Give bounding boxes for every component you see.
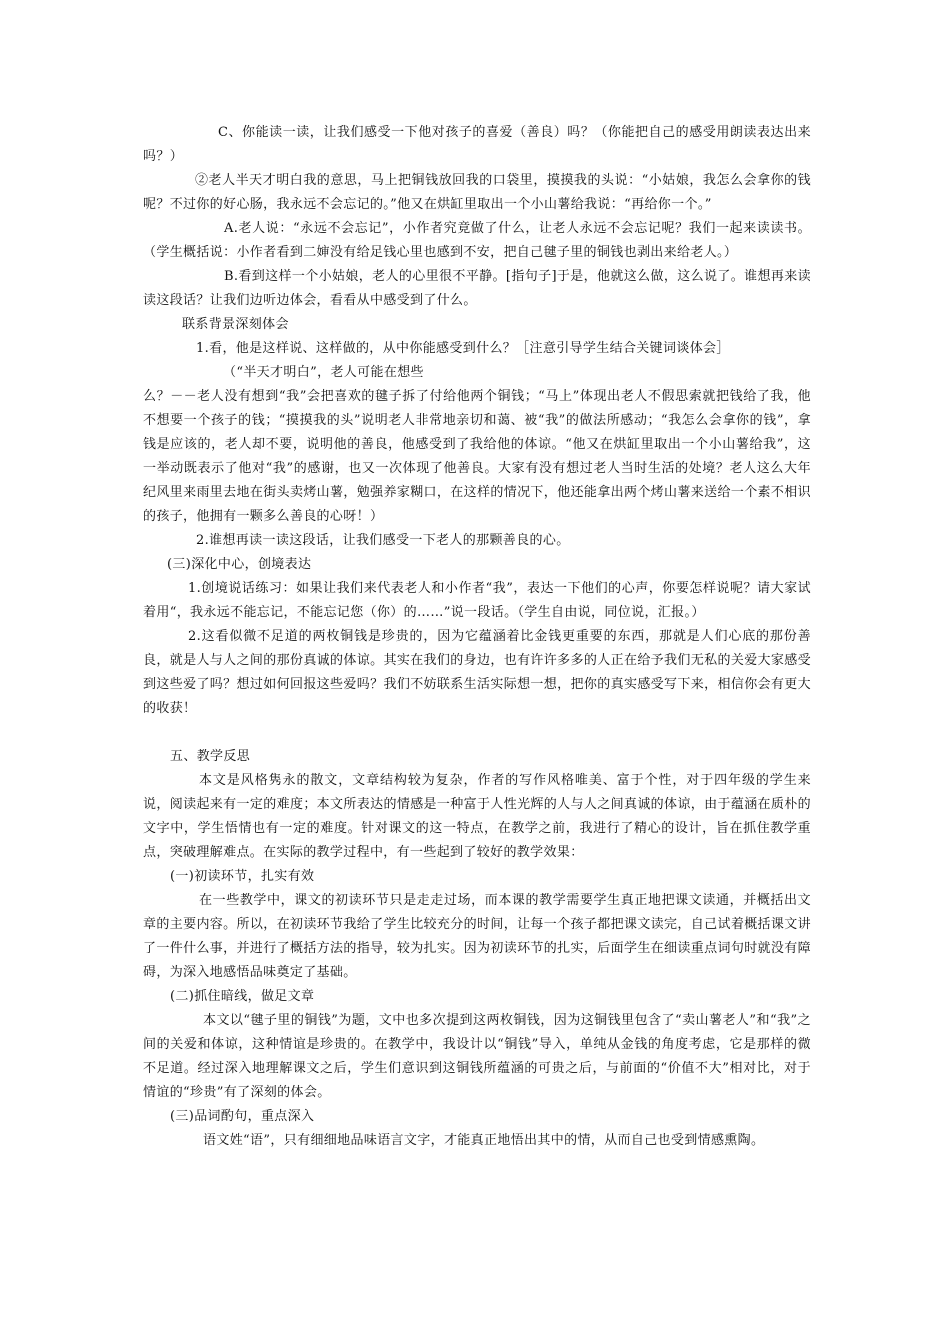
heading-reflection: 五、教学反思 xyxy=(170,749,251,764)
paragraph-thread: 本文以“毽子里的铜钱”为题，文中也多次提到这两枚铜钱，因为这铜钱里包含了“卖山薯老人”和“我”之间的关爱和体谅，这种情谊是珍贵的。在教学中，我设计以“铜钱”导入，单纯从金钱的角度考虑，它是那样的微不足道。经过深入地理解课文之后，学生们意识到这铜钱所蕴涵的可贵之后，与前面的“价值不大”相对比，对于情谊的“珍贵”有了深刻的体会。 xyxy=(143,1013,811,1100)
paragraph-point-a: A.老人说：“永远不会忘记”，小作者究竟做了什么，让老人永远不会忘记呢？我们一起来读读书。（学生概括说：小作者看到二婶没有给足钱心里也感到不安，把自己毽子里的铜钱也剥出来给老人。） xyxy=(143,221,811,260)
section-spacer xyxy=(143,721,811,745)
paragraph-quote-2: ②老人半天才明白我的意思，马上把铜钱放回我的口袋里，摸摸我的头说：“小姑娘，我怎么会拿你的钱呢？不过你的好心肠，我永远不会忘记的。”他又在烘缸里取出一个小山薯给我说：“再给你一个。” xyxy=(143,173,811,212)
paragraph-item-2: 2.谁想再读一读这段话，让我们感受一下老人的那颗善良的心。 xyxy=(196,533,570,548)
paragraph-words: 语文姓“语”，只有细细地品味语言文字，才能真正地悟出其中的情，从而自己也受到情感熏陶。 xyxy=(203,1133,765,1148)
subheading-thread: (二)抓住暗线，做足文章 xyxy=(170,989,315,1004)
paragraph-question-c: C、你能读一读，让我们感受一下他对孩子的喜爱（善良）吗？（你能把自己的感受用朗读表达出来吗？） xyxy=(143,125,811,164)
subheading-words: (三)品词酌句，重点深入 xyxy=(170,1109,315,1124)
document-body xyxy=(143,121,811,1153)
paragraph-speaking-practice: 1.创境说话练习：如果让我们来代表老人和小作者“我”，表达一下他们的心声，你要怎样说呢？请大家试着用“，我永远不能忘记，不能忘记您（你）的……”说一段话。（学生自由说，同位说，汇报。） xyxy=(143,581,811,620)
paragraph-summary: 2.这看似微不足道的两枚铜钱是珍贵的，因为它蕴涵着比金钱更重要的东西，那就是人们心底的那份善良，就是人与人之间的那份真诚的体谅。其实在我们的身边，也有许许多多的人正在给予我们无私的关爱大家感受到这些爱了吗？想过如何回报这些爱吗？我们不妨联系生活实际想一想，把你的真实感受写下来，相信你会有更大的收获！ xyxy=(143,629,811,716)
section-heading-3: (三)深化中心，创境表达 xyxy=(167,557,312,572)
paragraph-reflection-intro: 本文是风格隽永的散文，文章结构较为复杂，作者的写作风格唯美、富于个性，对于四年级的学生来说，阅读起来有一定的难度；本文所表达的情感是一种富于人性光辉的人与人之间真诚的体谅，由于蕴涵在质朴的文字中，学生悟情也有一定的难度。针对课文的这一特点，在教学之前，我进行了精心的设计，旨在抓住教学重点，突破理解难点。在实际的教学过程中，有一些起到了较好的教学效果： xyxy=(143,773,811,860)
subheading-reading: (一)初读环节，扎实有效 xyxy=(170,869,315,884)
paragraph-item-1: 1.看，他是这样说、这样做的，从中你能感受到什么？［注意引导学生结合关键词谈体会］ xyxy=(196,341,730,356)
paragraph-analysis: 么？－－老人没有想到“我”会把喜欢的毽子拆了付给他两个铜钱；“马上”体现出老人不假思索就把钱给了我，他不想要一个孩子的钱；“摸摸我的头”说明老人非常地亲切和蔼、被“我”的做法所感动；“我怎么会拿你的钱”，拿钱是应该的，老人却不要，说明他的善良，他感受到了我给他的体谅。“他又在烘缸里取出一个小山薯给我”，这一举动既表示了他对“我”的感谢，也又一次体现了他善良。大家有没有想过老人当时生活的处境？老人这么大年纪风里来雨里去地在街头卖烤山薯，勉强养家糊口，在这样的情况下，他还能拿出两个烤山薯来送给一个素不相识的孩子，他拥有一颗多么善良的心呀！） xyxy=(143,389,811,524)
paragraph-point-b: B.看到这样一个小姑娘，老人的心里很不平静。[指句子]于是，他就这么做，这么说了。谁想再来读读这段话？让我们边听边体会，看看从中感受到了什么。 xyxy=(143,269,811,308)
subheading-background: 联系背景深刻体会 xyxy=(182,317,289,332)
paragraph-reading: 在一些教学中，课文的初读环节只是走走过场，而本课的教学需要学生真正地把课文读通，并概括出文章的主要内容。所以，在初读环节我给了学生比较充分的时间，让每一个孩子都把课文读完，自己试着概括课文讲了一件什么事，并进行了概括方法的指导，较为扎实。因为初读环节的扎实，后面学生在细读重点词句时就没有障碍，为深入地感悟品味奠定了基础。 xyxy=(143,893,811,980)
paragraph-hint: （“半天才明白”，老人可能在想些 xyxy=(223,365,424,380)
